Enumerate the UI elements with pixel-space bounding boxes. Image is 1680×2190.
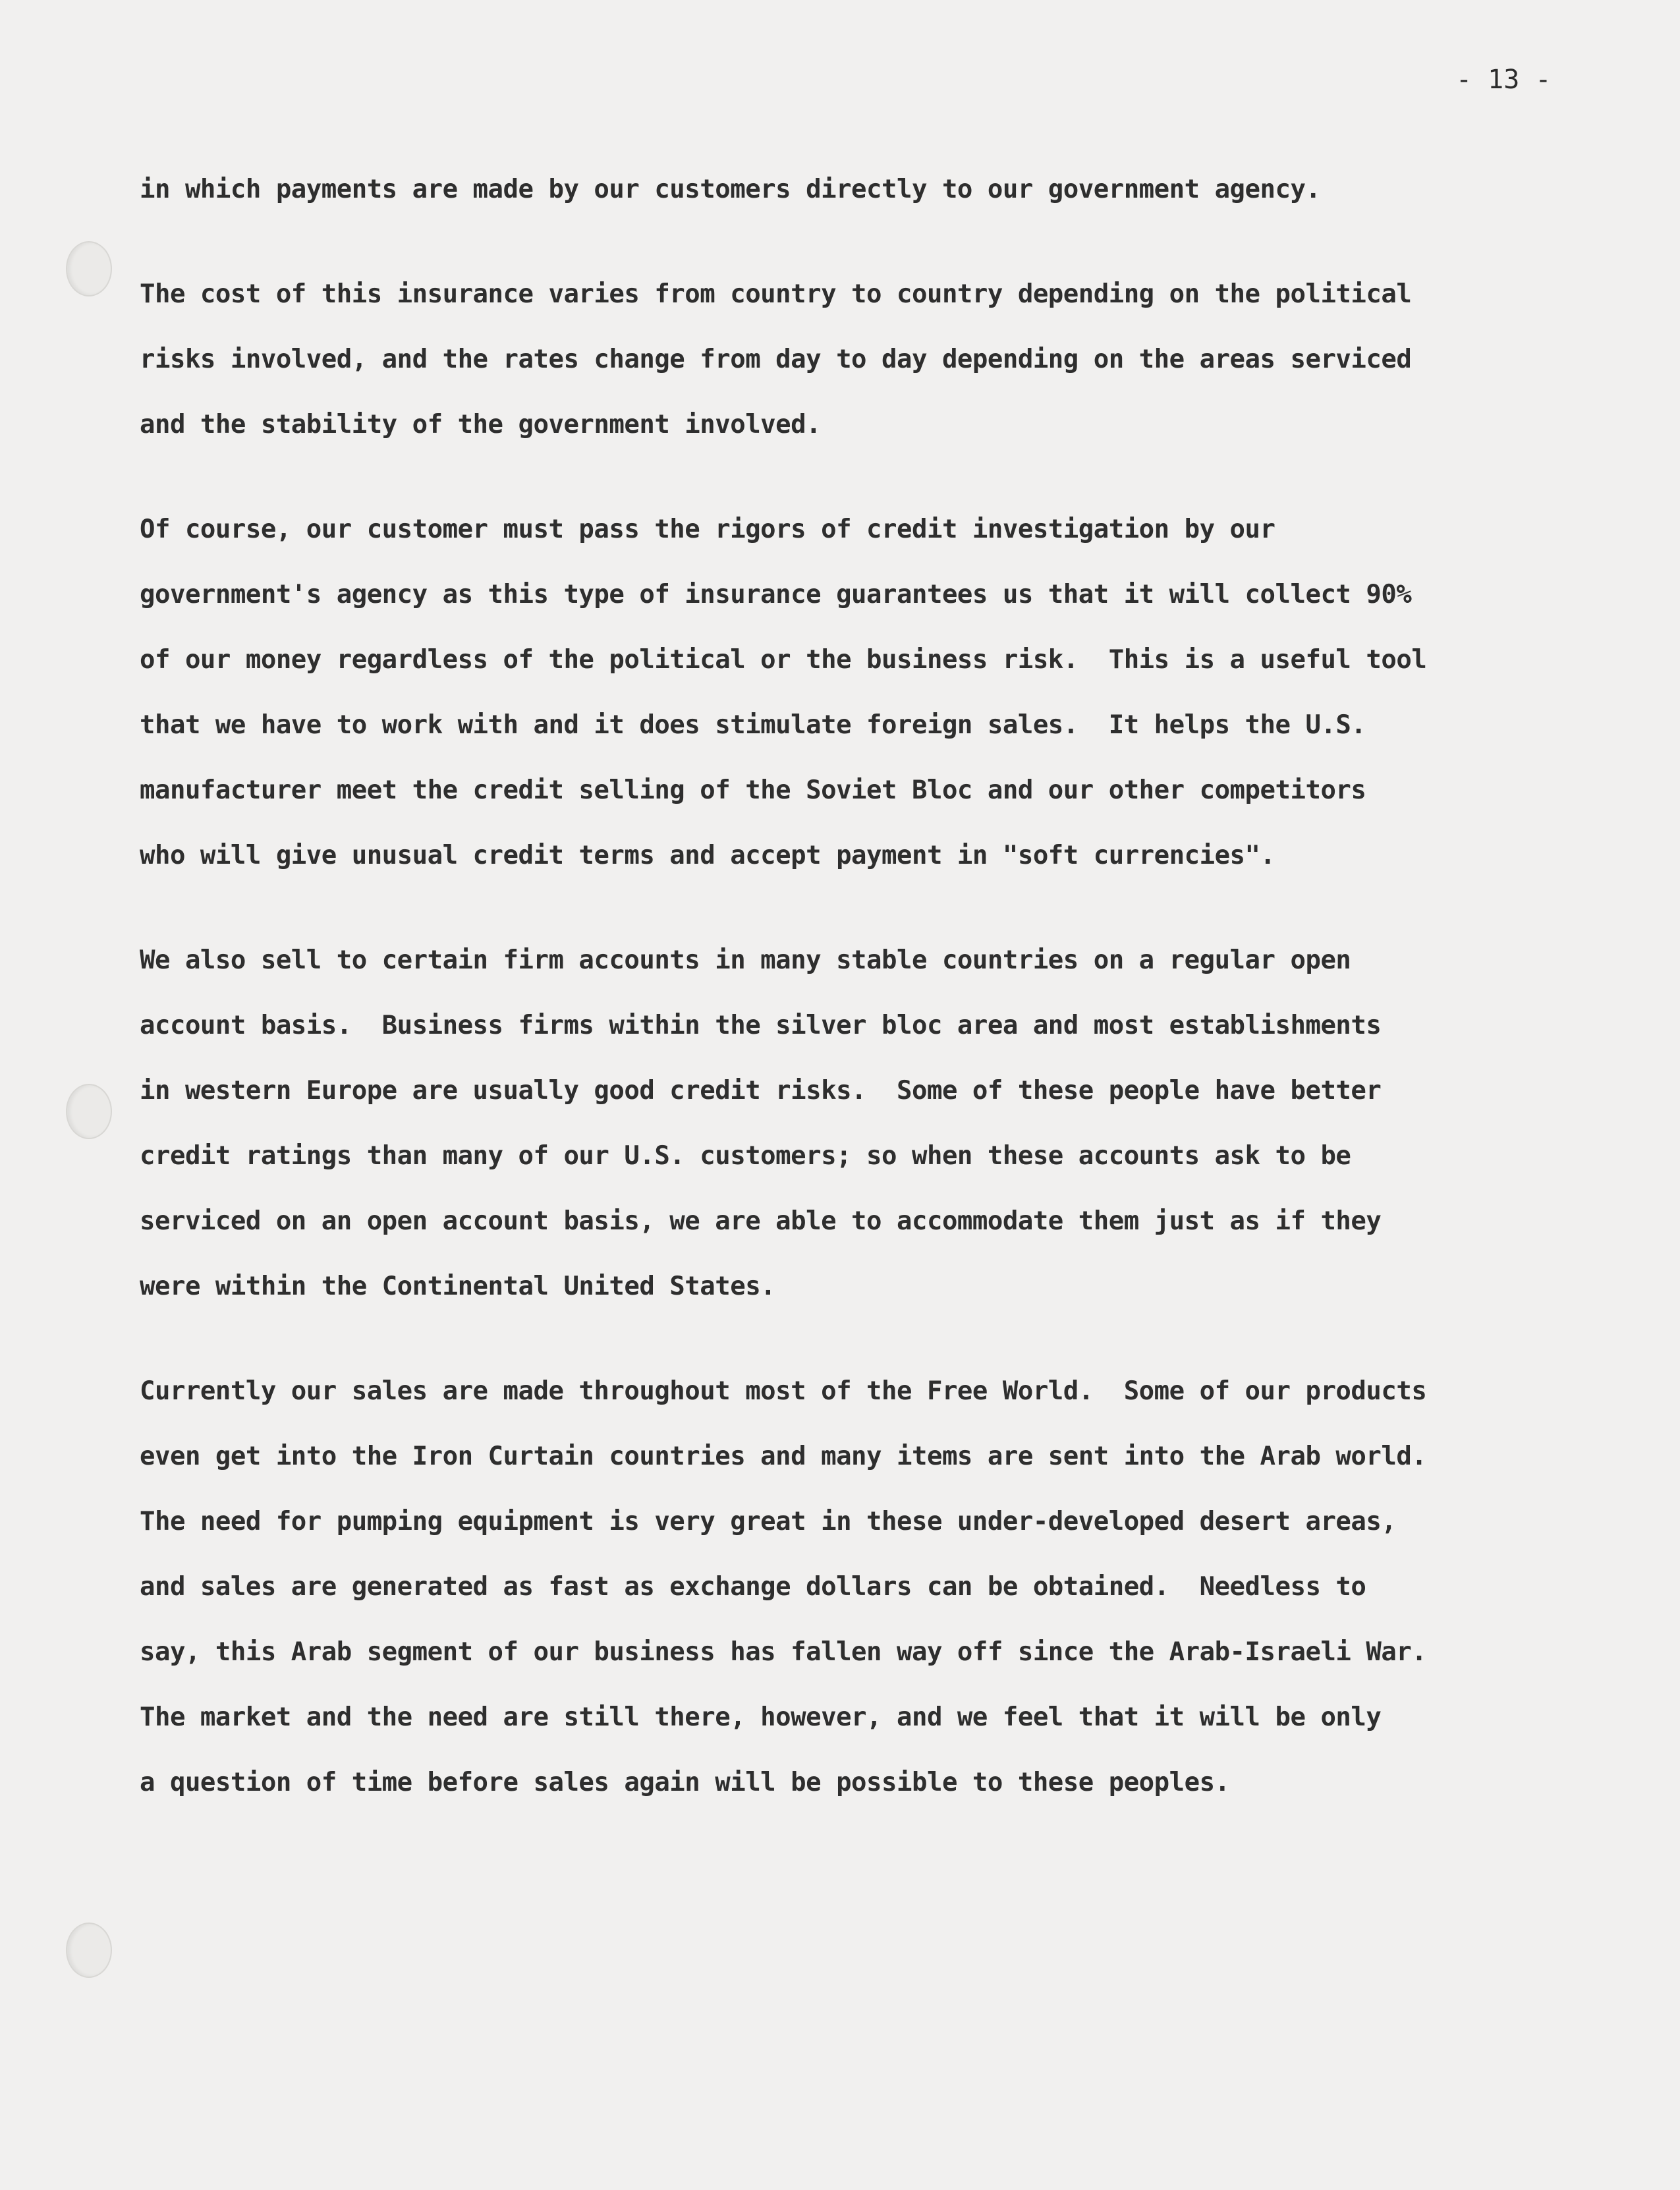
punch-hole [66,1923,112,1978]
paragraph [140,1372,1615,1803]
text-line: We also sell to certain firm accounts in many stable countries on a regular open [140,945,1351,975]
text-line: in western Europe are usually good credit risks. Some of these people have better [140,1076,1382,1106]
text-line: The market and the need are still there, however, and we feel that it will be only [140,1702,1382,1732]
text-line: say, this Arab segment of our business has fallen way off since the Arab-Israeli War. [140,1637,1427,1667]
text-line: and the stability of the government involved. [140,410,822,439]
text-line: were within the Continental United States. [140,1272,776,1301]
text-line: who will give unusual credit terms and accept payment in "soft currencies". [140,841,1275,870]
text-line: The cost of this insurance varies from country to country depending on the political [140,279,1412,309]
text-line: Currently our sales are made throughout most of the Free World. Some of our products [140,1376,1427,1406]
text-line: of our money regardless of the political or the business risk. This is a useful tool [140,645,1427,675]
text-line: serviced on an open account basis, we are able to accommodate them just as if they [140,1206,1382,1236]
paragraph [140,275,1615,445]
text-line: even get into the Iron Curtain countries and many items are sent into the Arab world. [140,1442,1427,1471]
paragraph [140,510,1615,876]
text-line: risks involved, and the rates change from day to day depending on the areas serviced [140,345,1412,374]
punch-hole [66,1084,112,1139]
text-line: credit ratings than many of our U.S. customers; so when these accounts ask to be [140,1141,1351,1171]
text-line: a question of time before sales again will be possible to these peoples. [140,1768,1230,1797]
punch-hole [66,241,112,296]
text-line: manufacturer meet the credit selling of the Soviet Bloc and our other competitors [140,775,1366,805]
paragraph [140,941,1615,1306]
document-body [140,170,1615,1868]
text-line: in which payments are made by our customers directly to our government agency. [140,175,1321,204]
text-line: account basis. Business firms within the silver bloc area and most establishments [140,1011,1382,1040]
text-line: The need for pumping equipment is very great in these under-developed desert areas, [140,1507,1397,1536]
paragraph [140,170,1615,210]
text-line: and sales are generated as fast as exchange dollars can be obtained. Needless to [140,1572,1366,1602]
text-line: that we have to work with and it does stimulate foreign sales. It helps the U.S. [140,710,1366,740]
text-line: government's agency as this type of insurance guarantees us that it will collect 90% [140,580,1412,609]
text-line: Of course, our customer must pass the rigors of credit investigation by our [140,515,1275,544]
page-number: - 13 - [1456,65,1552,95]
